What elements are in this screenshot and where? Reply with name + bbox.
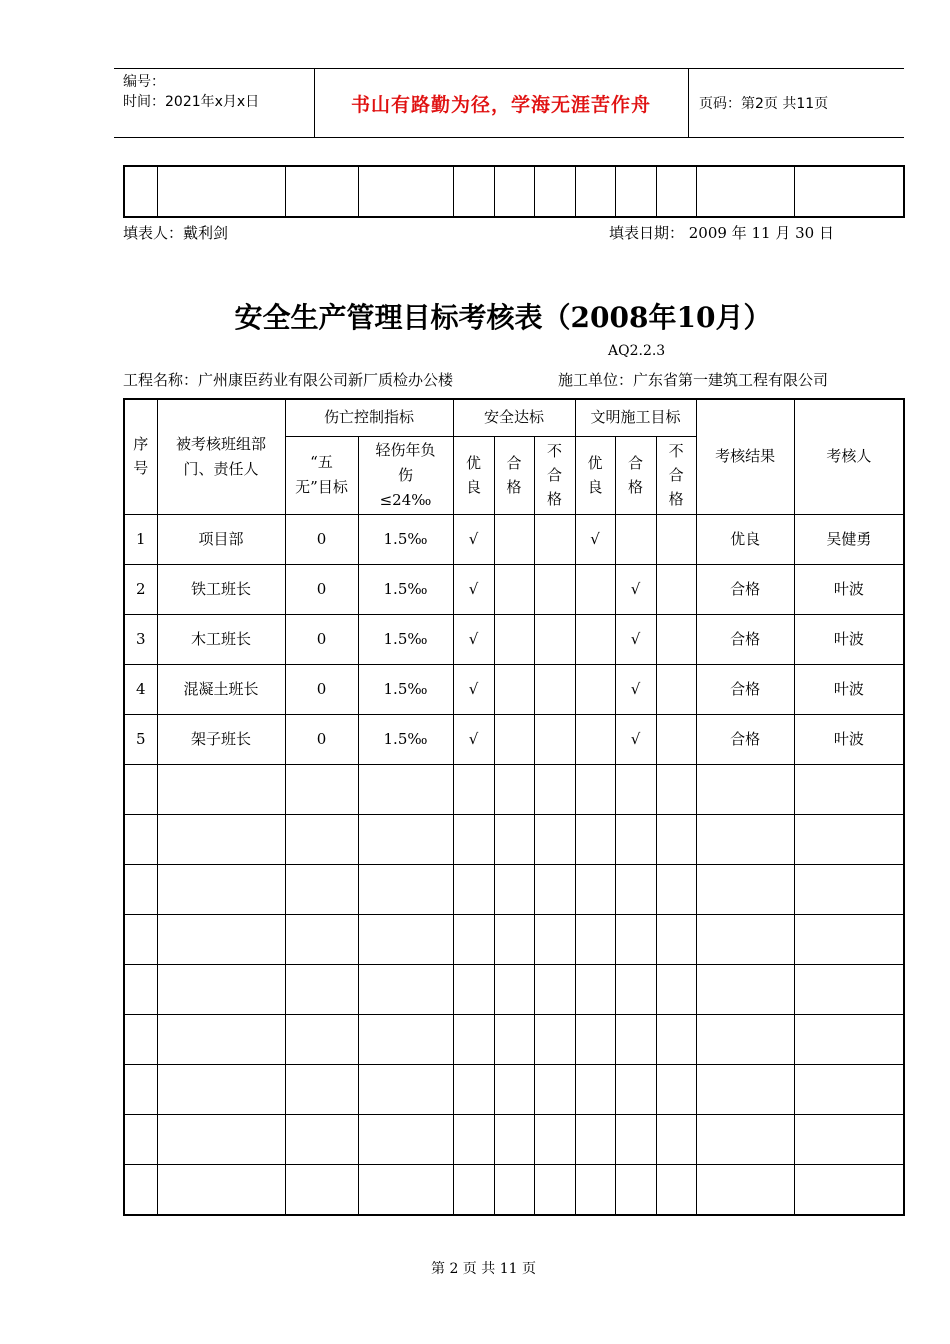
cell-c-exc [575,664,615,714]
page-header [114,68,904,138]
cell-minor: 1.5‰ [358,664,453,714]
cell-c-exc [575,714,615,764]
cell-dept: 项目部 [157,514,285,564]
cell-seq: 3 [124,614,157,664]
cell-seq: 1 [124,514,157,564]
cell-assessor: 叶波 [794,664,904,714]
cell-s-pass [494,564,534,614]
page-info: 页码：第2页 共11页 [699,96,829,112]
cell-s-pass [494,664,534,714]
empty-row [124,1014,904,1064]
header-safety-fail: 不合格 [534,436,575,514]
empty-row [124,1114,904,1164]
table-row [124,564,904,614]
empty-row [124,1164,904,1215]
cell-five-none: 0 [285,564,358,614]
cell-c-exc: √ [575,514,615,564]
cell-s-fail [534,614,575,664]
cell-s-fail [534,664,575,714]
header-safety-group: 安全达标 [453,399,575,436]
construction-unit: 施工单位：广东省第一建筑工程有限公司 [558,371,829,389]
number-label: 编号： [123,74,165,90]
cell-s-fail [534,714,575,764]
cell-result: 合格 [696,664,794,714]
motto: 书山有路勤为径，学海无涯苦作舟 [350,93,651,116]
page-title: 安全生产管理目标考核表（2008年10月） [234,301,772,334]
cell-result: 合格 [696,564,794,614]
cell-c-exc [575,564,615,614]
time-label: 时间：2021年x月x日 [123,94,260,110]
filler-line [123,222,903,242]
header-civil-pass: 合格 [615,436,656,514]
cell-c-pass: √ [615,714,656,764]
table-row [124,664,904,714]
header-seq: 序号 [124,399,157,514]
cell-assessor: 吴健勇 [794,514,904,564]
cell-c-pass: √ [615,564,656,614]
cell-five-none: 0 [285,614,358,664]
header-five-none: “五无”目标 [285,436,358,514]
empty-row [124,864,904,914]
cell-s-exc: √ [453,514,494,564]
cell-s-fail [534,514,575,564]
table-row [124,514,904,564]
header-motto-cell [314,69,689,137]
empty-row [124,814,904,864]
cell-c-pass: √ [615,614,656,664]
project-name: 工程名称：广州康臣药业有限公司新厂质检办公楼 [123,371,454,389]
previous-table-remnant [123,165,905,218]
cell-minor: 1.5‰ [358,714,453,764]
cell-c-pass: √ [615,664,656,714]
cell-minor: 1.5‰ [358,514,453,564]
header-civil-excellent: 优良 [575,436,615,514]
cell-c-pass [615,514,656,564]
cell-c-fail [656,664,696,714]
cell-dept: 混凝土班长 [157,664,285,714]
filled-by: 填表人：戴利剑 [123,224,229,242]
header-injury-group: 伤亡控制指标 [285,399,453,436]
header-safety-pass: 合格 [494,436,534,514]
cell-minor: 1.5‰ [358,614,453,664]
cell-s-pass [494,514,534,564]
cell-result: 合格 [696,714,794,764]
cell-minor: 1.5‰ [358,564,453,614]
header-dept: 被考核班组部门、责任人 [157,399,285,514]
cell-s-pass [494,714,534,764]
header-civil-group: 文明施工目标 [575,399,696,436]
empty-row [124,964,904,1014]
cell-s-pass [494,614,534,664]
cell-seq: 2 [124,564,157,614]
header-minor-injury: 轻伤年负伤≤24‰ [358,436,453,514]
cell-result: 合格 [696,614,794,664]
cell-c-fail [656,714,696,764]
empty-row [124,1064,904,1114]
cell-assessor: 叶波 [794,564,904,614]
table-row [124,714,904,764]
cell-c-fail [656,614,696,664]
empty-row [124,764,904,814]
header-safety-excellent: 优良 [453,436,494,514]
assessment-table [123,398,905,1216]
cell-seq: 5 [124,714,157,764]
cell-five-none: 0 [285,714,358,764]
cell-result: 优良 [696,514,794,564]
cell-c-fail [656,514,696,564]
cell-assessor: 叶波 [794,614,904,664]
cell-dept: 铁工班长 [157,564,285,614]
cell-five-none: 0 [285,664,358,714]
cell-five-none: 0 [285,514,358,564]
table-row [124,166,904,217]
form-code: AQ2.2.3 [608,343,666,359]
cell-s-fail [534,564,575,614]
empty-row [124,914,904,964]
header-page-cell [689,69,904,137]
cell-seq: 4 [124,664,157,714]
header-assessor: 考核人 [794,399,904,514]
page-footer: 第 2 页 共 11 页 [431,1261,536,1277]
cell-s-exc: √ [453,664,494,714]
cell-s-exc: √ [453,614,494,664]
cell-assessor: 叶波 [794,714,904,764]
cell-dept: 木工班长 [157,614,285,664]
cell-dept: 架子班长 [157,714,285,764]
header-civil-fail: 不合格 [656,436,696,514]
header-result: 考核结果 [696,399,794,514]
filled-date: 填表日期： 2009 年 11 月 30 日 [609,224,834,242]
table-row [124,614,904,664]
cell-s-exc: √ [453,564,494,614]
cell-c-exc [575,614,615,664]
cell-s-exc: √ [453,714,494,764]
header-row-1 [124,399,904,436]
header-meta [114,69,315,137]
cell-c-fail [656,564,696,614]
